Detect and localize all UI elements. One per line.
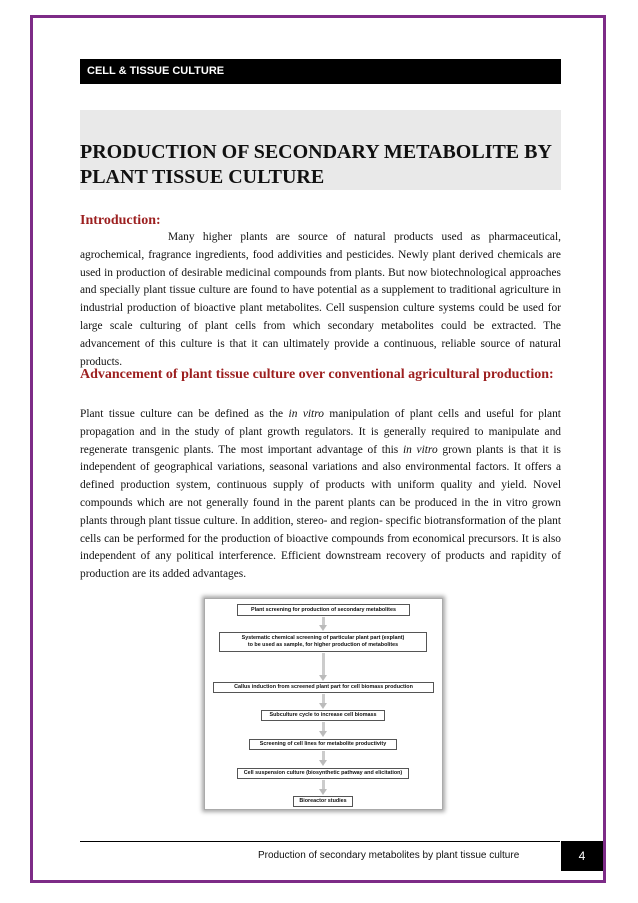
- flow-arrow-shaft-2: [322, 653, 325, 676]
- flow-arrow-4: [319, 731, 327, 737]
- advancement-paragraph: [80, 406, 561, 584]
- flow-arrow-5: [319, 760, 327, 766]
- flow-arrow-1: [319, 625, 327, 631]
- flow-step-7: Bioreactor studies: [293, 796, 353, 807]
- section-heading-advancement: Advancement of plant tissue culture over conventional agricultural production:: [80, 367, 554, 382]
- running-header: CELL & TISSUE CULTURE: [80, 59, 561, 84]
- advancement-text-2: manipulation of plant cells and useful for plant propagation and in the study of plant growth regulators. It is generally required to manipulate and regenerate transgenic plants. The most important advantage of this: [80, 408, 561, 456]
- advancement-text-1: Plant tissue culture can be defined as the: [80, 408, 284, 420]
- flow-arrow-3: [319, 703, 327, 709]
- page-title: [80, 140, 564, 190]
- footer-title: Production of secondary metabolites by plant tissue culture: [258, 850, 520, 861]
- flow-arrow-6: [319, 789, 327, 795]
- flow-step-3: Callus induction from screened plant part for cell biomass production: [213, 682, 434, 693]
- flow-step-2: Systematic chemical screening of particular plant part (explant) to be used as sample, for higher production of metabolites: [219, 632, 427, 652]
- section-heading-introduction: Introduction:: [80, 213, 161, 228]
- flow-arrow-2: [319, 675, 327, 681]
- flow-step-6: Cell suspension culture (biosynthetic pathway and elicitation): [237, 768, 409, 779]
- flowchart-figure: [204, 598, 443, 810]
- page-number: 4: [561, 841, 603, 871]
- page-title-text: PRODUCTION OF SECONDARY METABOLITE BY PLANT TISSUE CULTURE: [80, 141, 552, 188]
- flow-step-4: Subculture cycle to increase cell biomass: [261, 710, 385, 721]
- introduction-paragraph: Many higher plants are source of natural products used as pharmaceutical, agrochemical, fragrance ingredients, food addivities and pesticides. Newly plant derived chemicals are used in production of desirable medicinal compounds from plants. But now biotechnological approaches and specially plant tissue culture are found to have potential as a supplement to traditional agriculture in industrial production of bioactive plant metabolites. Cell suspension culture systems could be used for large scale culturing of plant cells from which secondary metabolites could be extracted. The advancement of this culture is that it can ultimately provide a continuous, reliable source of natural products.: [80, 231, 561, 368]
- advancement-text-3: grown plants is that it is independent of geographical variations, seasonal variations and also environmental factors. It offers a defined production system, continuous supply of products with uniform quality and yield. Novel compounds which are not generally found in the parent plants can be produced in the in vitro grown plants through plant tissue culture. In addition, stereo- and region- specific biotransformation of the plant cells can be performed for the production of bioactive compounds from economical precursors. It is also independent of any political interference. Efficient downstream recovery of products and rapidity of production are its added advantages.: [80, 443, 561, 581]
- flow-step-5: Screening of cell lines for metabolite productivity: [249, 739, 397, 750]
- advancement-italic-2: in vitro: [402, 443, 438, 456]
- footer-divider: [80, 841, 560, 842]
- flow-step-1: Plant screening for production of secondary metabolites: [237, 604, 410, 616]
- advancement-italic-1: in vitro: [288, 408, 324, 420]
